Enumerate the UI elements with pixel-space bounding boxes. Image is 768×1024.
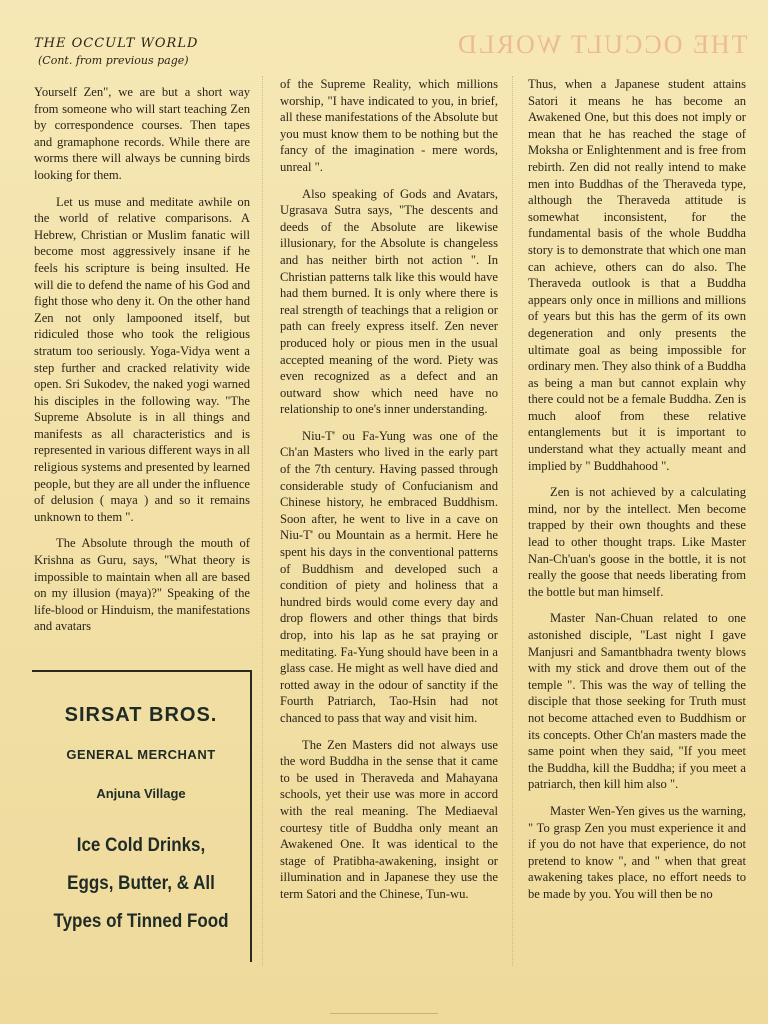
ad-line: Ice Cold Drinks, xyxy=(76,833,206,856)
paragraph: of the Supreme Reality, which millions worship, "I have indicated to you, in brief, all these manifestations of the Absolute but you must know them to be nothing but the fancy of the imagination - mere words, unreal ". xyxy=(280,77,498,174)
ad-business-type: GENERAL MERCHANT xyxy=(66,747,216,762)
advertisement-box xyxy=(32,670,252,962)
running-head: THE OCCULT WORLD xyxy=(34,36,199,51)
column-divider xyxy=(262,76,263,966)
column-divider xyxy=(512,76,513,966)
paragraph: Also speaking of Gods and Avatars, Ugrasava Sutra says, "The descents and deeds of the Absolute are likewise illusionary, for the Absolute is changeless and has neither birth not action ". In Christian patterns talk like this would have had them burned. It is only where there is real strength of teachings that a religion or path can freely express itself. Zen never produced holy or pious men in the usual accepted meaning of the word. Piety was even recognized as a defect and an outward show which need have no relationship to one's inner understanding. xyxy=(280,186,498,417)
paragraph: Let us muse and meditate awhile on the world of relative comparisons. A Hebrew, Christian or Muslim fanatic will become most aggressively insane if he feels his scripture is being insulted. He will die to defend the name of his God and fight those who deny it. On the other hand Zen not only lampooned itself, but ridiculed those who took the religious stratum too seriously. Yoga-Vidya went a step further and cracked relativity wide open. Sri Sukodev, the naked yogi warned his disciples in the following way. "The Supreme Absolute is in all things and manifests as all characteristics and is represented in various different ways in all religious systems and presented by learned people, but they are all under the influence of delusion ( maya ) and so it remains unknown to them ". xyxy=(34,194,250,524)
column-2 xyxy=(280,76,498,913)
paragraph: Yourself Zen", we are but a short way from someone who will start teaching Zen by correspondence courses. Then tapes and gramaphone records. While there are worms there will always be cunning birds looking for them. xyxy=(34,85,250,182)
paragraph: Master Wen-Yen gives us the warning, " To grasp Zen you must experience it and if you do not have that experience, do not pretend to know ", and " when that great awakening takes place, no effort needs to be made by you. You will then be no xyxy=(528,803,746,901)
ad-company-name: SIRSAT BROS. xyxy=(64,704,218,726)
column-3 xyxy=(528,76,746,913)
ad-line: Eggs, Butter, & All xyxy=(67,871,215,894)
paragraph: Thus, when a Japanese student attains Satori it means he has become an Awakened One, but this does not imply or mean that he has reached the stage of Moksha or Enlightenment and is free from rebirth. Zen did not really intend to make men into Buddhas of the Theraveda type, although the Theraveda attitude is somewhat inconsistent, for the fundamental basis of the whole Buddha story is to demonstrate that which one man can achieve, others can do also. The Theraveda outlook is that a Buddha appears only once in millions and millions of years but this has the germ of its own degeneration and only presents the ultimate goal as being impossible for ordinary men. They also think of a Buddha as being a man but cannot explain why there could not be a female Buddha. Zen is much aloof from these relative entanglements but it is important to understand what they actually meant and implied by " Buddhahood ". xyxy=(528,77,746,473)
paragraph: Zen is not achieved by a calculating mind, nor by the intellect. Men become trapped by their own thoughts and these lead to other thought traps. Like Master Nan-Ch'uan's goose in the bottle, it is not really the goose that needs liberating from the bottle but man himself. xyxy=(528,485,746,599)
paragraph: Master Nan-Chuan related to one astonished disciple, "Last night I gave Manjusri and Samantbhadra twenty blows with my stick and drove them out of the temple ". This was the way of telling the disciple that those seeking for Truth must not become attached even to Buddhism or its concepts. Other Ch'an masters made the same point when they said, "If you meet the Buddha, kill the Buddha; if you meet a patriarch, then kill him also ". xyxy=(528,611,746,792)
paragraph: Niu-T' ou Fa-Yung was one of the Ch'an Masters who lived in the early part of the 7th century. Having passed through considerable study of Confucianism and Chinese history, he embraced Buddhism. Soon after, he went to live in a cave on Niu-T' ou Mountain as a hermit. Here he spent his days in the conventional patterns of Buddhism and developed such a condition of piety and holiness that a hundred birds would come every day and drop flowers and other things that birds drop, into his lap as he sat praying or meditating. Fa-Yung should have been in a glass case. He might as well have died and rotted away in the odour of sanctity if the Fourth Patriarch, Tao-Hsin had not chanced to pass that way and visit him. xyxy=(280,428,498,725)
footer-rule xyxy=(330,1013,438,1014)
paragraph: The Zen Masters did not always use the word Buddha in the sense that it came to be used in Theraveda and Mahayana schools, yet their use was more in accord with the real meaning. The Mediaeval courtesy title of Buddha only meant an Awakened One. It was identical to the stage of Pratibha-awakening, insight or illumination and in Japanese they use the term Satori and the Chinese, Tun-wu. xyxy=(280,737,498,901)
paragraph: The Absolute through the mouth of Krishna as Guru, says, "What theory is impossible to maintain when all are based on my illusion (maya)?" Speaking of the life-blood or Hinduism, the manifestations and avatars xyxy=(34,536,250,634)
ad-location: Anjuna Village xyxy=(96,786,186,801)
continuation-note: (Cont. from previous page) xyxy=(38,54,189,67)
column-1 xyxy=(34,84,250,645)
bleed-through-title: THE OCCULT WORLD xyxy=(456,30,748,59)
ad-line: Types of Tinned Food xyxy=(53,909,229,932)
